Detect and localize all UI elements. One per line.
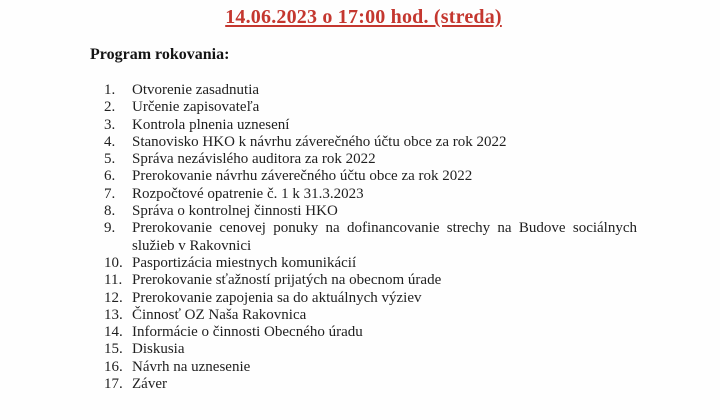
agenda-item-number: 1.: [104, 82, 116, 98]
agenda-item-number: 9.: [104, 220, 116, 237]
agenda-item-text: Diskusia: [132, 341, 185, 358]
agenda-section-title: Program rokovania:: [90, 46, 230, 63]
document-content: [90, 6, 637, 393]
agenda-item: [104, 82, 637, 99]
agenda-item-number: 5.: [104, 151, 116, 168]
agenda-item-number: 13.: [104, 306, 123, 323]
agenda-item-text: Stanovisko HKO k návrhu záverečného účtu obce za rok 2022: [132, 133, 507, 150]
agenda-item: [104, 168, 637, 185]
agenda-item-number: 8.: [104, 203, 116, 220]
agenda-item-text: Určenie zapisovateľa: [132, 99, 260, 116]
agenda-item: [104, 203, 637, 220]
agenda-item: [104, 151, 637, 168]
meeting-datetime-heading: 14.06.2023 o 17:00 hod. (streda): [225, 6, 502, 28]
agenda-item-number: 11.: [104, 272, 123, 289]
agenda-item-text: Otvorenie zasadnutia: [132, 82, 260, 98]
agenda-item-number: 6.: [104, 168, 116, 185]
agenda-item: [104, 341, 637, 358]
agenda-item-number: 15.: [104, 341, 123, 358]
agenda-item: [104, 290, 637, 307]
agenda-item: [104, 220, 637, 255]
agenda-item-text: Prerokovanie cenovej ponuky na dofinancovanie strechy na Budove sociálnych služieb v Rakovnici: [132, 220, 637, 254]
agenda-item-text: Kontrola plnenia uznesení: [132, 116, 290, 133]
agenda-item: [104, 359, 637, 376]
agenda-item-number: 2.: [104, 99, 116, 116]
agenda-item: [104, 376, 637, 393]
agenda-item: [104, 186, 637, 203]
agenda-item: [104, 324, 637, 341]
agenda-item-number: 14.: [104, 324, 123, 341]
agenda-item-text: Rozpočtové opatrenie č. 1 k 31.3.2023: [132, 185, 364, 202]
agenda-item: [104, 99, 637, 116]
agenda-item-text: Návrh na uznesenie: [132, 358, 251, 375]
agenda-item-text: Správa o kontrolnej činnosti HKO: [132, 203, 338, 220]
agenda-item-number: 16.: [104, 358, 123, 375]
agenda-item: [104, 117, 637, 134]
agenda-item: [104, 255, 637, 272]
agenda-item: [104, 134, 637, 151]
agenda-item-number: 4.: [104, 133, 116, 150]
agenda-item-text: Záver: [132, 376, 167, 393]
agenda-item: [104, 307, 637, 324]
agenda-item-number: 10.: [104, 254, 123, 271]
agenda-item-text: Prerokovanie zapojenia sa do aktuálnych výziev: [132, 289, 422, 306]
agenda-item-number: 17.: [104, 376, 123, 393]
agenda-item-number: 3.: [104, 116, 116, 133]
agenda-list: [90, 82, 637, 393]
agenda-item: [104, 272, 637, 289]
agenda-item-text: Činnosť OZ Naša Rakovnica: [132, 306, 307, 323]
agenda-item-number: 12.: [104, 289, 123, 306]
agenda-item-text: Prerokovanie sťažností prijatých na obecnom úrade: [132, 272, 442, 289]
agenda-item-text: Prerokovanie návrhu záverečného účtu obce za rok 2022: [132, 168, 473, 185]
agenda-item-text: Informácie o činnosti Obecného úradu: [132, 324, 363, 341]
agenda-item-text: Správa nezávislého auditora za rok 2022: [132, 151, 376, 168]
agenda-item-text: Pasportizácia miestnych komunikácií: [132, 254, 357, 271]
agenda-item-number: 7.: [104, 185, 116, 202]
